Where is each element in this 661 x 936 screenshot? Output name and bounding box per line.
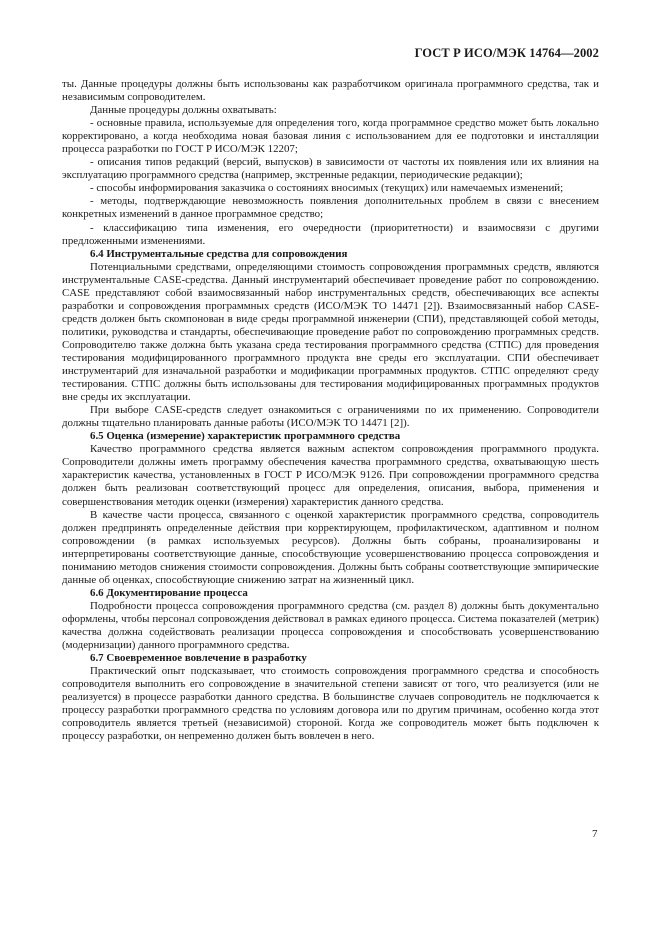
- paragraph: При выборе CASE-средств следует ознакомиться с ограничениями по их применению. Сопроводители должны тщательно планировать данные работы (ИСО/МЭК ТО 14471 [2]).: [62, 404, 599, 430]
- paragraph: Потенциальными средствами, определяющими стоимость сопровождения программных средств, являются инструментальные CASE-средства. Данный инструментарий обеспечивает проведение работ по сопровождению. CASE представляют собой взаимосвязанный набор инструментальных средств, обеспечивающих все аспекты разработки и сопровождения программных средств (ИСО/МЭК ТО 14471 [2]). Взаимосвязанный набор CASE-средств должен быть скомпонован в виде среды программной инженерии (СПИ), представляющей собой методы, политики, руководства и стандарты, обеспечивающие проведение работ по сопровождению программных средств. Сопроводителю также должна быть указана среда тестирования программного средства (СТПС) для проведения тестирования модифицированного программного продукта вне среды его эксплуатации. СПИ обеспечивает инструментарий для изначальной разработки и модификации программных продуктов. СТПС определяют среду тестирования. СТПС должны быть использованы для тестирования модифицированных программных продуктов вне среды их эксплуатации.: [62, 260, 599, 404]
- list-item: - описания типов редакций (версий, выпусков) в зависимости от частоты их появления или их влияния на эксплуатацию программного средства (например, экстренные редакции, периодические редакции);: [62, 156, 599, 182]
- paragraph: Подробности процесса сопровождения программного средства (см. раздел 8) должны быть документально оформлены, чтобы персонал сопровождения действовал в рамках единого процесса. Система показателей (метрик) качества должна содействовать реализации процесса сопровождения и способствовать усовершенствованию (модернизации) данного программного средства.: [62, 599, 599, 652]
- list-item: - способы информирования заказчика о состояниях вносимых (текущих) или намечаемых изменений;: [90, 182, 564, 195]
- section-heading-6-4: 6.4 Инструментальные средства для сопровождения: [90, 247, 348, 260]
- paragraph: Качество программного средства является важным аспектом сопровождения программного продукта. Сопроводители должны иметь программу обеспечения качества программного средства, охватывающую шесть характеристик качества, установленных в ГОСТ Р ИСО/МЭК 9126. При сопровождении программного средства должен быть реализован соответствующий процесс для определения, описания, выбора, применения и совершенствования методик оценки (измерения) характеристик данного средства.: [62, 443, 599, 508]
- list-item: - классификацию типа изменения, его очередности (приоритетности) и взаимосвязи с другими предложенными изменениями.: [62, 221, 599, 247]
- document-body: [62, 78, 599, 743]
- section-heading-6-5: 6.5 Оценка (измерение) характеристик программного средства: [90, 430, 401, 443]
- paragraph: В качестве части процесса, связанного с оценкой характеристик программного средства, сопроводитель должен предпринять определенные действия при корректирующем, профилактическом, адаптивном и полном сопровождении (в рамках используемых ресурсов). Должны быть собраны, проанализированы и интерпретированы соответствующие данные, способствующие усовершенствованию процесса сопровождения и пониманию методов снижения стоимости сопровождения. Должны быть собраны соответствующие эмпирические данные об оценках, способствующие снижению затрат на жизненный цикл.: [62, 508, 599, 586]
- page-number: 7: [592, 828, 598, 840]
- list-item: - основные правила, используемые для определения того, когда программное средство может быть локально корректировано, а когда необходима новая базовая линия с использованием для ее подготовки и инсталляции процесса разработки по ГОСТ Р ИСО/МЭК 12207;: [62, 117, 599, 156]
- paragraph: ты. Данные процедуры должны быть использованы как разработчиком оригинала программного средства, так и независимым сопроводителем.: [62, 78, 599, 104]
- page-header-doc-id: ГОСТ Р ИСО/МЭК 14764—2002: [414, 46, 599, 60]
- section-heading-6-7: 6.7 Своевременное вовлечение в разработку: [90, 652, 307, 665]
- list-item: - методы, подтверждающие невозможность появления дополнительных проблем в связи с внесением конкретных изменений в данное программное средство;: [62, 195, 599, 221]
- paragraph: Данные процедуры должны охватывать:: [90, 104, 277, 117]
- section-heading-6-6: 6.6 Документирование процесса: [90, 586, 248, 599]
- paragraph: Практический опыт подсказывает, что стоимость сопровождения программного средства и способность сопроводителя выполнить его сопровождение в значительной степени зависят от того, что реализуется (или не реализуется) в процессе разработки данного средства. В большинстве случаев сопроводитель не подключается к процессу разработки программного средства по условиям договора или по другим причинам, особенно когда этот сопроводитель является третьей (независимой) стороной. Когда же сопроводитель может быть подключен к процессу разработки, он непременно должен быть вовлечен в него.: [62, 665, 599, 743]
